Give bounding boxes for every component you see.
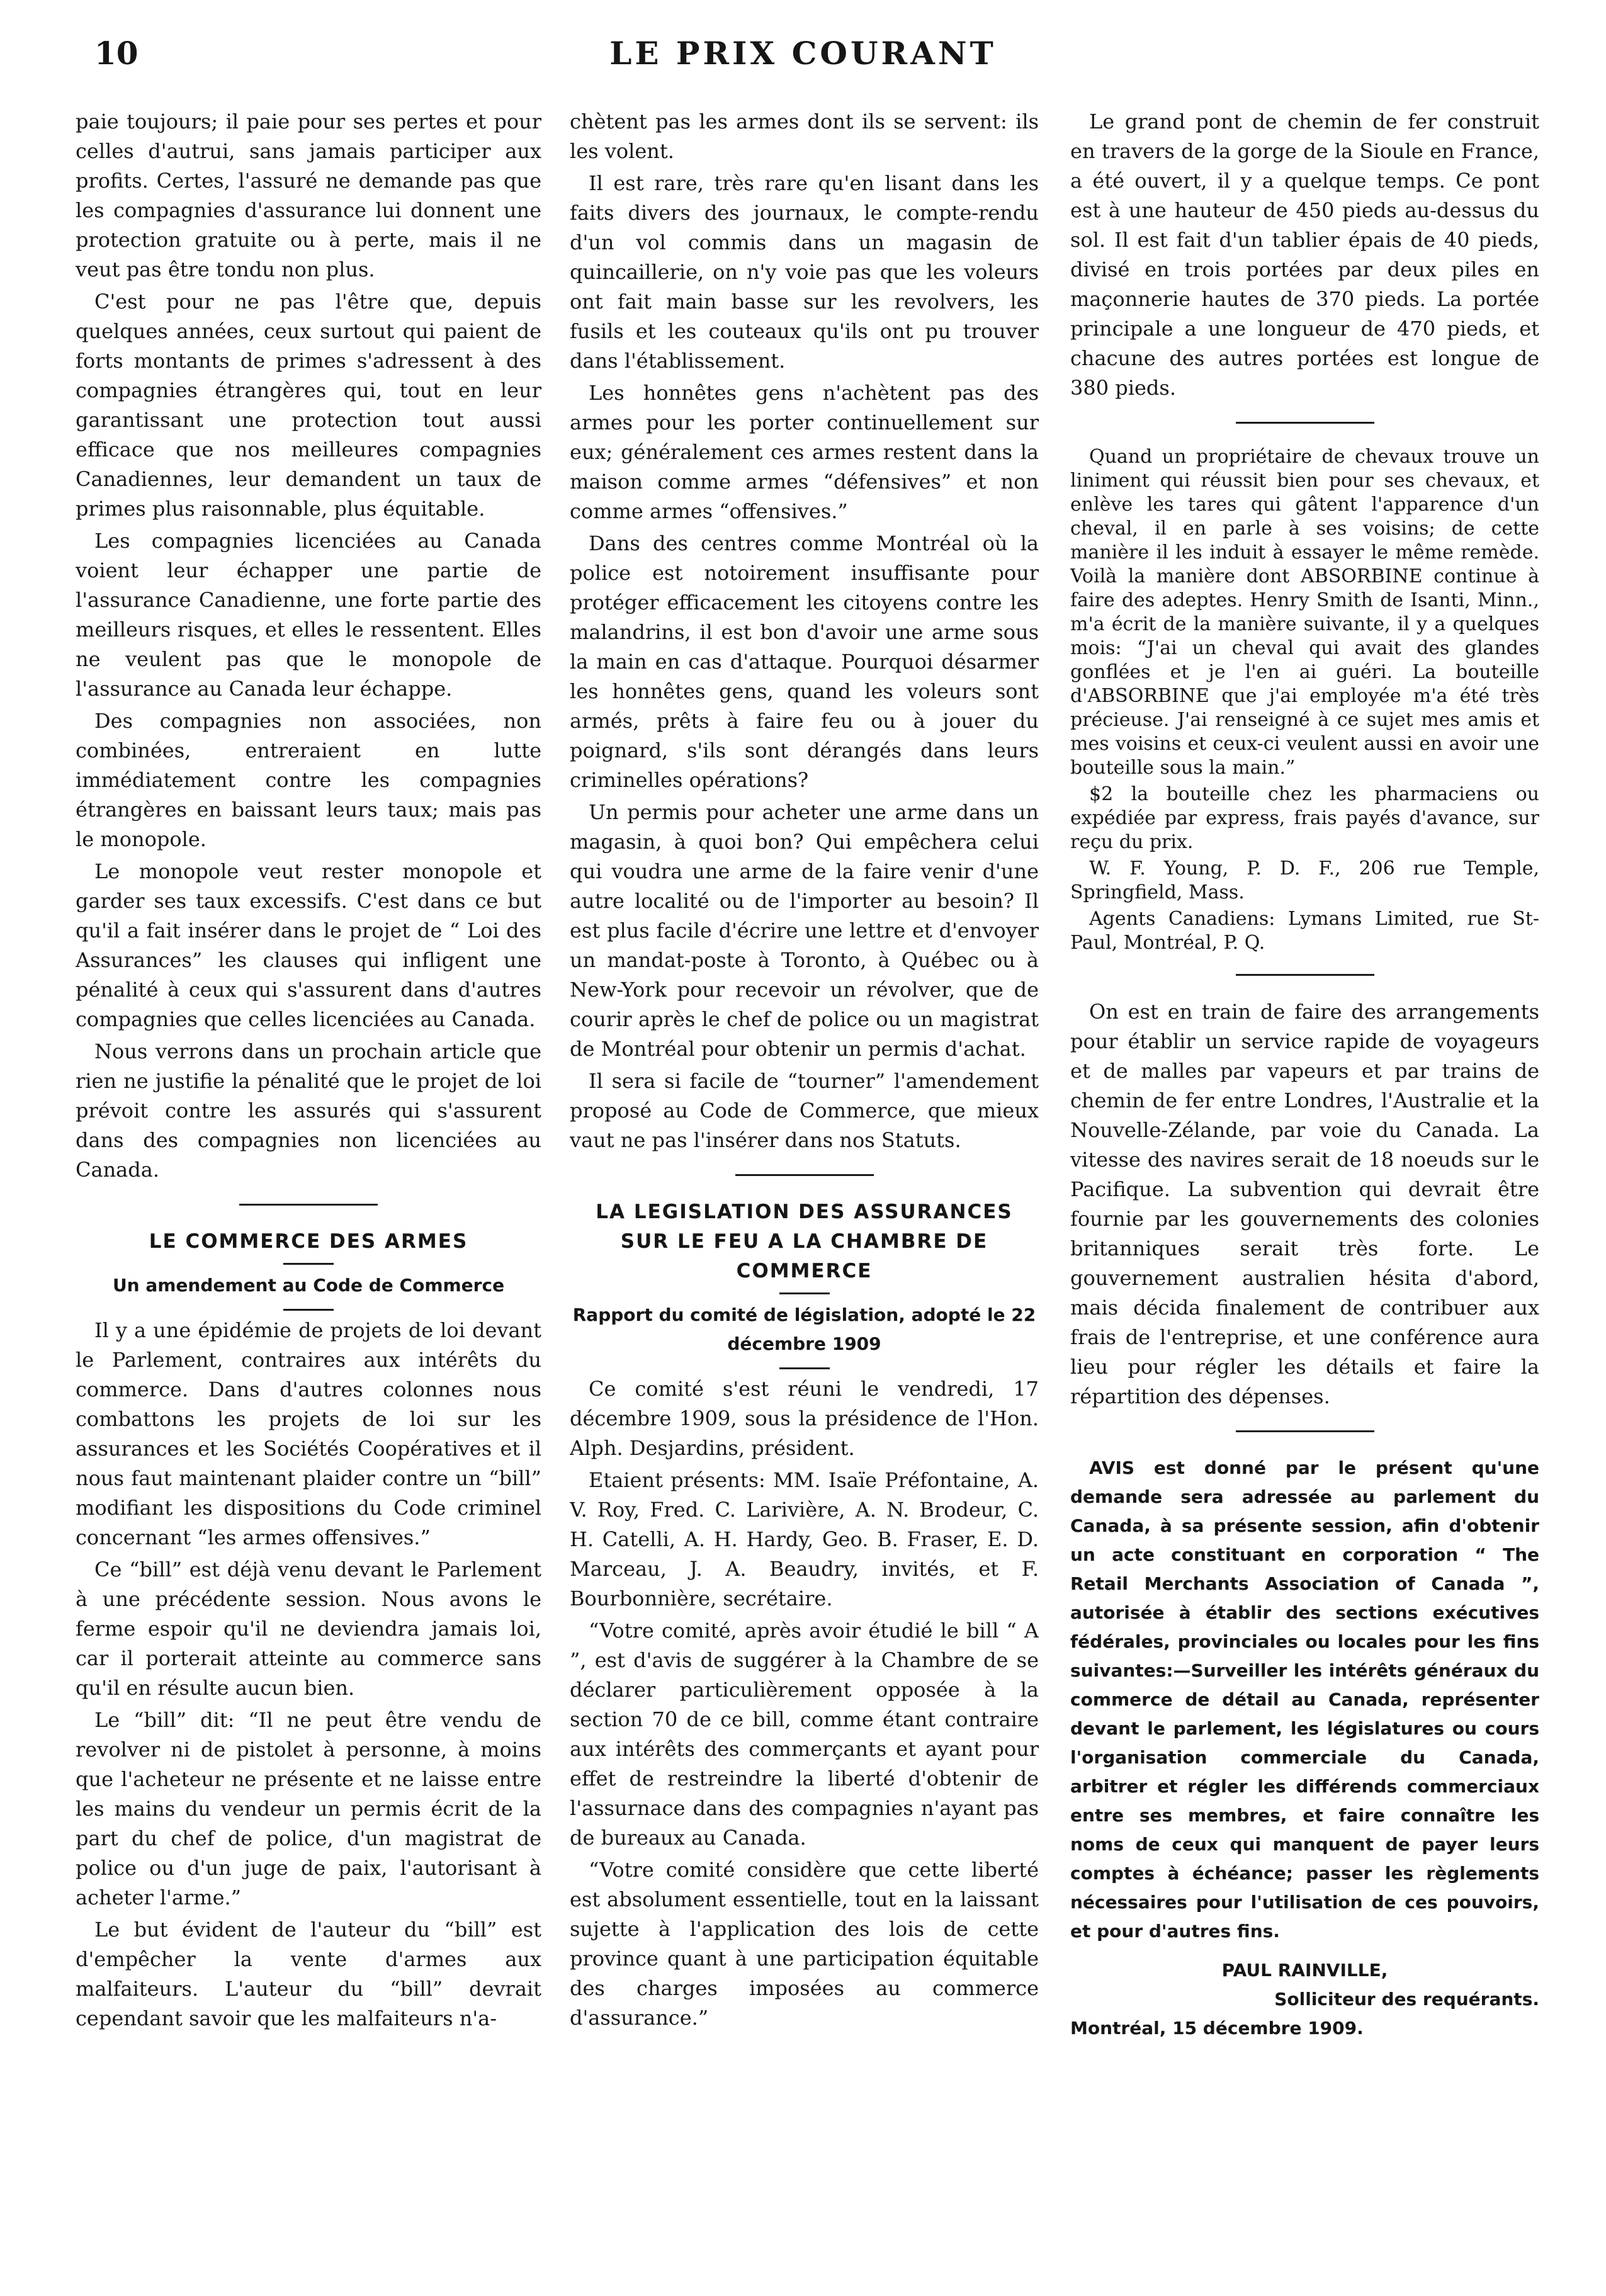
masthead-title: LE PRIX COURANT [609, 35, 997, 72]
article-heading-legislation: LA LEGISLATION DES ASSURANCES SUR LE FEU A LA CHAMBRE DE COMMERCE [596, 1201, 1013, 1282]
paragraph-pont: Le grand pont de chemin de fer construit en travers de la gorge de la Sioule en France, a été ouvert, il y a quelque temps. Ce pont est à une hauteur de 450 pieds au-dessus du sol. Il est fait d'un tablier épais de 40 pieds, divisé en trois portées par deux piles en maçonnerie hautes de 370 pieds. La portée principale a une longueur de 470 pieds, et chacune des autres portées est longue de 380 pieds. [1070, 110, 1539, 400]
section-divider [1236, 1430, 1374, 1432]
paragraph: Il y a une épidémie de projets de loi devant le Parlement, contraires aux intérêts du commerce. Dans d'autres colonnes nous combattons les projets de loi sur les assurances et les Sociétés Coopératives et il nous faut maintenant plaider contre un “bill” modifiant les dispositions du Code criminel concernant “les armes offensives.” [76, 1318, 541, 1549]
paragraph: W. F. Young, P. D. F., 206 rue Temple, Springfield, Mass. [1070, 857, 1539, 903]
paragraph: “Votre comité, après avoir étudié le bill “ A ”, est d'avis de suggérer à la Chambre de se déclarer particulièrement opposée à la section 70 de ce bill, comme étant contraire aux intérêts des commerçants et ayant pour effet de restreindre la liberté d'obtenir de l'assurnace dans des compagnies n'ayant pas de bureaux au Canada. [570, 1619, 1039, 1850]
paragraph: Il sera si facile de “tourner” l'amendement proposé au Code de Commerce, que mieux vaut ne pas l'insérer dans nos Statuts. [570, 1069, 1039, 1152]
paragraph: Ce comité s'est réuni le vendredi, 17 décembre 1909, sous la présidence de l'Hon. Alph. Desjardins, président. [570, 1377, 1039, 1460]
paragraph: Un permis pour acheter une arme dans un magasin, à quoi bon? Qui empêchera celui qui voudra une arme de la faire venir d'une autre localité ou de l'importer au besoin? Il est plus facile d'écrire une lettre et d'envoyer un mandat-poste à Toronto, à Québec ou à New-York pour recevoir un révolver, que de courir après le chef de police ou un magistrat de Montréal pour obtenir un permis d'achat. [570, 800, 1039, 1061]
signature-date: Montréal, 15 décembre 1909. [1070, 2018, 1364, 2039]
heading-divider [779, 1367, 830, 1369]
paragraph: Le monopole veut rester monopole et garder ses taux excessifs. C'est dans ce but qu'il a fait insérer dans le projet de “ Loi des Assurances” les clauses qui infligent une pénalité à ceux qui s'assurent dans d'autres compagnies que celles licenciées au Canada. [76, 859, 541, 1031]
paragraph: paie toujours; il paie pour ses pertes et pour celles d'autrui, sans jamais participer aux profits. Certes, l'assuré ne demande pas que les compagnies d'assurance lui donnent une protection gratuite ou à perte, mais il ne veut pas être tondu non plus. [76, 110, 541, 281]
signature-title: Solliciteur des requérants. [1274, 1989, 1539, 2010]
section-divider [1236, 422, 1374, 424]
paragraph: Le “bill” dit: “Il ne peut être vendu de revolver ni de pistolet à personne, à moins que l'acheteur ne présente et ne laisse entre les mains du vendeur un permis écrit de la part du chef de police, d'un magistrat de police ou d'un juge de paix, l'autorisant à acheter l'arme.” [76, 1708, 541, 1909]
article-subheading-legislation: Rapport du comité de législation, adopté le 22 décembre 1909 [572, 1304, 1036, 1354]
heading-divider [283, 1263, 334, 1265]
column-1 [76, 107, 541, 2271]
section-divider [1236, 974, 1374, 976]
signature-name: PAUL RAINVILLE, [1221, 1960, 1388, 1981]
article-heading-armes: LE COMMERCE DES ARMES [149, 1230, 468, 1253]
legal-notice [1070, 1454, 1539, 1946]
paragraph: “Votre comité considère que cette liberté est absolument essentielle, tout en la laissant sujette à l'application des lois de cette province quant à une participation équitable des charges imposées au commerce d'assurance.” [570, 1858, 1039, 2030]
paragraph: Ce “bill” est déjà venu devant le Parlement à une précédente session. Nous avons le ferme espoir qu'il ne deviendra jamais loi, car il porterait atteinte au commerce sans qu'il en résulte aucun bien. [76, 1558, 541, 1700]
paragraph: Quand un propriétaire de chevaux trouve un liniment qui réussit bien pour ses chevaux, et enlève les tares qui gâtent l'apparence d'un cheval, il en parle à ses voisins; de cette manière il les induit à essayer le même remède. Voilà la manière dont ABSORBINE continue à faire des adeptes. Henry Smith de Isanti, Minn., m'a écrit de la manière suivante, il y a quelques mois: “J'ai un cheval qui avait des glandes gonflées et je l'en ai guéri. La bouteille d'ABSORBINE que j'ai employée m'a été très précieuse. J'ai renseigné à ce sujet mes amis et mes voisins et ceux-ci veulent aussi en avoir une bouteille sous la main.” [1070, 446, 1539, 779]
paragraph: Etaient présents: MM. Isaïe Préfontaine, A. V. Roy, Fred. C. Larivière, A. N. Brodeur, C. H. Catelli, A. H. Hardy, Geo. B. Fraser, E. D. Marceau, J. A. Beaudry, invités, et F. Bourbonnière, secrétaire. [570, 1468, 1039, 1610]
paragraph: Il est rare, très rare qu'en lisant dans les faits divers des journaux, le compte-rendu d'un vol commis dans un magasin de quincaillerie, on n'y voie pas que les voleurs ont fait main basse sur les revolvers, les fusils et les couteaux qu'ils ont pu trouver dans l'établissement. [570, 171, 1039, 373]
column-2 [570, 107, 1039, 2271]
paragraph: C'est pour ne pas l'être que, depuis quelques années, ceux surtout qui paient de forts montants de primes s'adressent à des compagnies étrangères qui, tout en leur garantissant une protection tout aussi efficace que nos meilleures compagnies Canadiennes, leur demandent un taux de primes plus raisonnable, plus équitable. [76, 290, 541, 521]
absorbine-advertisement [1070, 445, 1539, 955]
notice-paragraph: AVIS est donné par le présent qu'une demande sera adressée au parlement du Canada, à sa présente session, afin d'obtenir un acte constituant en corporation “ The Retail Merchants Association of Canada ”, autorisée à établir des sections exécutives fédérales, provinciales ou locales pour les fins suivantes:—Surveiller les intérêts généraux du commerce de détail au Canada, représenter devant le parlement, les législatures ou cours l'organisation commerciale du Canada, arbitrer et régler les différends commerciaux entre ses membres, et faire connaître les noms de ceux qui manquent de payer leurs comptes à échéance; passer les règlements nécessaires pour l'utilisation de ces pouvoirs, et pour d'autres fins. [1070, 1457, 1539, 1942]
article-subheading-armes: Un amendement au Code de Commerce [112, 1275, 505, 1296]
section-divider [239, 1204, 378, 1206]
heading-divider [283, 1309, 334, 1311]
paragraph: Nous verrons dans un prochain article que rien ne justifie la pénalité que le projet de loi prévoit contre les assurés qui s'assurent dans des compagnies non licenciées au Canada. [76, 1039, 541, 1182]
paragraph-service: On est en train de faire des arrangements pour établir un service rapide de voyageurs et de malles par vapeurs et par trains de chemin de fer entre Londres, l'Australie et la Nouvelle-Zélande, par voie du Canada. La vitesse des navires serait de 18 noeuds sur le Pacifique. La subvention qui devrait être fournie par les gouvernements des colonies britanniques serait très forte. Le gouvernement australien hésita d'abord, mais décida finalement de contribuer aux frais de l'entreprise, et une conférence aura lieu pour régler les détails et faire la répartition des dépenses. [1070, 1000, 1539, 1408]
page-number: 10 [94, 35, 139, 72]
paragraph: Le but évident de l'auteur du “bill” est d'empêcher la vente d'armes aux malfaiteurs. L'auteur du “bill” devrait cependant savoir que les malfaiteurs n'a- [76, 1918, 541, 2030]
paragraph: $2 la bouteille chez les pharmaciens ou expédiée par express, frais payés d'avance, sur reçu du prix. [1070, 783, 1539, 853]
paragraph: Les compagnies licenciées au Canada voient leur échapper une partie de l'assurance Canadienne, une forte partie des meilleurs risques, et elles le ressentent. Elles ne veulent pas que le monopole de l'assurance au Canada leur échappe. [76, 529, 541, 701]
paragraph: Dans des centres comme Montréal où la police est notoirement insuffisante pour protéger efficacement les citoyens contre les malandrins, il est bon d'avoir une arme sous la main en cas d'attaque. Pourquoi désarmer les honnêtes gens, quand les voleurs sont armés, prêts à faire feu ou à jouer du poignard, s'ils sont dérangés dans leurs criminelles opérations? [570, 531, 1039, 792]
heading-divider [779, 1292, 830, 1294]
paragraph: Des compagnies non associées, non combinées, entreraient en lutte immédiatement contre les compagnies étrangères en baissant leurs taux; mais pas le monopole. [76, 709, 541, 851]
paragraph: Agents Canadiens: Lymans Limited, rue St-Paul, Montréal, P. Q. [1070, 908, 1539, 954]
column-3 [1070, 107, 1539, 2271]
paragraph: Les honnêtes gens n'achètent pas des armes pour les porter continuellement sur eux; généralement ces armes restent dans la maison comme armes “défensives” et non comme armes “offensives.” [570, 381, 1039, 523]
section-divider [735, 1174, 874, 1176]
paragraph: chètent pas les armes dont ils se servent: ils les volent. [570, 110, 1039, 163]
